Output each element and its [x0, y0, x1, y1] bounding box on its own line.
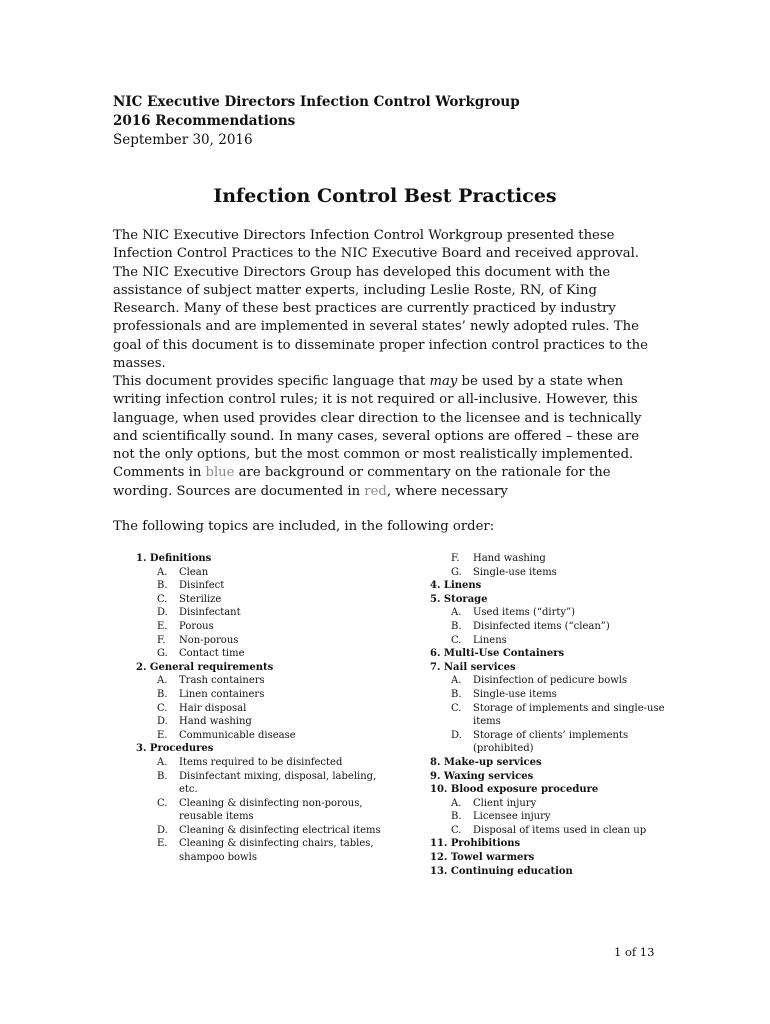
- subitem-text: Disinfectant: [179, 607, 241, 619]
- topic-heading: 7. Nail services: [430, 661, 516, 673]
- topic-heading: 3. Procedures: [136, 743, 214, 755]
- subitem-text: Linens: [473, 634, 507, 646]
- subitem-text: Items required to be disinfected: [179, 756, 343, 768]
- subitem-text: Contact time: [179, 648, 245, 660]
- subitem-letter: C.: [451, 824, 462, 836]
- subitem-letter: D.: [157, 607, 168, 619]
- document-title: Infection Control Best Practices: [213, 185, 557, 207]
- topic-subitem: [136, 606, 396, 620]
- topic-subitem: [136, 702, 396, 716]
- subitem-letter: C.: [451, 702, 462, 714]
- subitem-text: Hand washing: [179, 716, 252, 728]
- page-number: 1 of 13: [614, 945, 655, 959]
- subitem-text: Disposal of items used in clean up: [473, 824, 647, 836]
- topic-subitem: [136, 770, 396, 797]
- subitem-letter: C.: [157, 702, 168, 714]
- topic-subitem: [430, 566, 680, 580]
- topic-subitem: [136, 688, 396, 702]
- subitem-text: Linen containers: [179, 688, 265, 700]
- subitem-letter: F.: [451, 553, 460, 564]
- subitem-text: Single-use items: [473, 566, 557, 578]
- subitem-text: Storage of clients’ implements (prohibited): [473, 729, 629, 755]
- header-recommendations: 2016 Recommendations: [113, 113, 296, 129]
- header-workgroup: NIC Executive Directors Infection Control Workgroup: [113, 94, 520, 110]
- topic-subitem: [430, 729, 680, 756]
- subitem-letter: G.: [157, 648, 168, 660]
- subitem-letter: A.: [157, 756, 168, 768]
- topic-heading: 9. Waxing services: [430, 770, 534, 782]
- subitem-letter: D.: [157, 716, 168, 728]
- topic-subitem: [136, 634, 396, 648]
- subitem-text: Disinfected items (“clean”): [473, 620, 610, 632]
- para2-blue-word: blue: [205, 465, 235, 481]
- topic-subitem: [136, 715, 396, 729]
- para2-red-word: red: [364, 483, 387, 499]
- subitem-text: Disinfectant mixing, disposal, labeling, etc.: [179, 770, 377, 796]
- topic-heading: 8. Make-up services: [430, 756, 542, 768]
- subitem-text: Single-use items: [473, 688, 557, 700]
- topic-heading: 10. Blood exposure procedure: [430, 784, 599, 796]
- topic-subitem: [430, 674, 680, 688]
- subitem-text: Licensee injury: [473, 811, 551, 823]
- subitem-letter: B.: [451, 620, 462, 632]
- topic-subitem: [136, 797, 396, 824]
- subitem-letter: B.: [157, 688, 168, 700]
- para2-part1: This document provides specific language that: [113, 374, 430, 389]
- topic-subitem: [136, 824, 396, 838]
- subitem-letter: B.: [157, 580, 168, 592]
- subitem-text: Disinfection of pedicure bowls: [473, 675, 628, 687]
- subitem-text: Used items (“dirty”): [473, 607, 576, 619]
- para2-may: may: [429, 374, 458, 389]
- subitem-letter: A.: [157, 566, 168, 578]
- subitem-letter: C.: [157, 797, 168, 809]
- subitem-letter: G.: [451, 566, 462, 578]
- topic-subitem: [136, 579, 396, 593]
- subitem-text: Cleaning & disinfecting chairs, tables, shampoo bowls: [179, 838, 374, 864]
- topic-subitem: [430, 824, 680, 838]
- topic-subitem: [430, 606, 680, 620]
- subitem-text: Cleaning & disinfecting non-porous, reusable items: [179, 797, 363, 823]
- subitem-letter: B.: [157, 770, 168, 782]
- para2-part3: are background or commentary on the rationale for the wording. Sources are documented in: [113, 465, 611, 499]
- para2-part2: be used by a state when writing infection control rules; it is not required or all-inclusive. However, this language, when used provides clear direction to the licensee and is technically and scientifically sound. In many cases, several options are offered – these are not the only options, but the most common or most realistically implemented. Comments in: [113, 374, 642, 481]
- topics-intro: The following topics are included, in the following order:: [113, 519, 495, 534]
- subitem-letter: A.: [451, 797, 462, 809]
- topic-subitem: [430, 688, 680, 702]
- topics-right-column: [430, 552, 680, 878]
- topic-subitem: [430, 620, 680, 634]
- topic-heading: 11. Prohibitions: [430, 838, 521, 850]
- subitem-letter: E.: [157, 620, 168, 632]
- subitem-text: Clean: [179, 566, 209, 578]
- topics-left-column: [136, 552, 396, 865]
- subitem-text: Hair disposal: [179, 702, 247, 714]
- topic-heading: 6. Multi-Use Containers: [430, 648, 565, 660]
- topic-heading: 4. Linens: [430, 580, 482, 592]
- subitem-letter: B.: [451, 688, 462, 700]
- subitem-text: Cleaning & disinfecting electrical items: [179, 824, 381, 836]
- header-date: September 30, 2016: [113, 132, 253, 148]
- topic-subitem: [136, 566, 396, 580]
- topic-subitem: [430, 797, 680, 811]
- subitem-letter: A.: [157, 675, 168, 687]
- topic-heading: 5. Storage: [430, 593, 488, 605]
- topic-heading: 13. Continuing education: [430, 865, 573, 877]
- topic-subitem: [430, 810, 680, 824]
- subitem-letter: D.: [157, 824, 168, 836]
- subitem-letter: C.: [451, 634, 462, 646]
- para2-part4: , where necessary: [386, 483, 508, 499]
- subitem-letter: C.: [157, 593, 168, 605]
- subitem-letter: D.: [451, 729, 462, 741]
- topic-subitem: [136, 756, 396, 770]
- topic-subitem: [136, 593, 396, 607]
- topic-subitem: [136, 729, 396, 743]
- document-header: [113, 93, 520, 150]
- subitem-text: Disinfect: [179, 580, 225, 592]
- subitem-text: Hand washing: [473, 553, 546, 564]
- subitem-letter: B.: [451, 811, 462, 823]
- subitem-text: Storage of implements and single-use items: [473, 702, 665, 728]
- topic-heading: 12. Towel warmers: [430, 852, 535, 864]
- topic-subitem: [136, 620, 396, 634]
- intro-paragraph: The NIC Executive Directors Infection Control Workgroup presented these Infection Control Practices to the NIC Executive Board and received approval. The NIC Executive Directors Group has developed this document with the assistance of subject matter experts, including Leslie Roste, RN, of King Research. Many of these best practices are currently practiced by industry professionals and are implemented in several states’ newly adopted rules. The goal of this document is to disseminate proper infection control practices to the masses.: [113, 228, 648, 372]
- language-paragraph: [113, 373, 661, 501]
- subitem-text: Porous: [179, 620, 214, 632]
- topic-subitem: [430, 634, 680, 648]
- subitem-text: Non-porous: [179, 634, 239, 646]
- topic-subitem: [136, 647, 396, 661]
- subitem-text: Communicable disease: [179, 729, 296, 741]
- topic-heading: 1. Definitions: [136, 553, 212, 564]
- subitem-letter: E.: [157, 729, 168, 741]
- subitem-letter: F.: [157, 634, 166, 646]
- topic-subitem: [136, 674, 396, 688]
- subitem-letter: A.: [451, 607, 462, 619]
- topic-subitem: [136, 837, 396, 864]
- topic-heading: 2. General requirements: [136, 661, 274, 673]
- subitem-letter: E.: [157, 838, 168, 850]
- subitem-text: Sterilize: [179, 593, 222, 605]
- subitem-text: Client injury: [473, 797, 537, 809]
- subitem-letter: A.: [451, 675, 462, 687]
- subitem-text: Trash containers: [179, 675, 265, 687]
- topic-subitem: [430, 702, 680, 729]
- topic-subitem: [430, 552, 680, 566]
